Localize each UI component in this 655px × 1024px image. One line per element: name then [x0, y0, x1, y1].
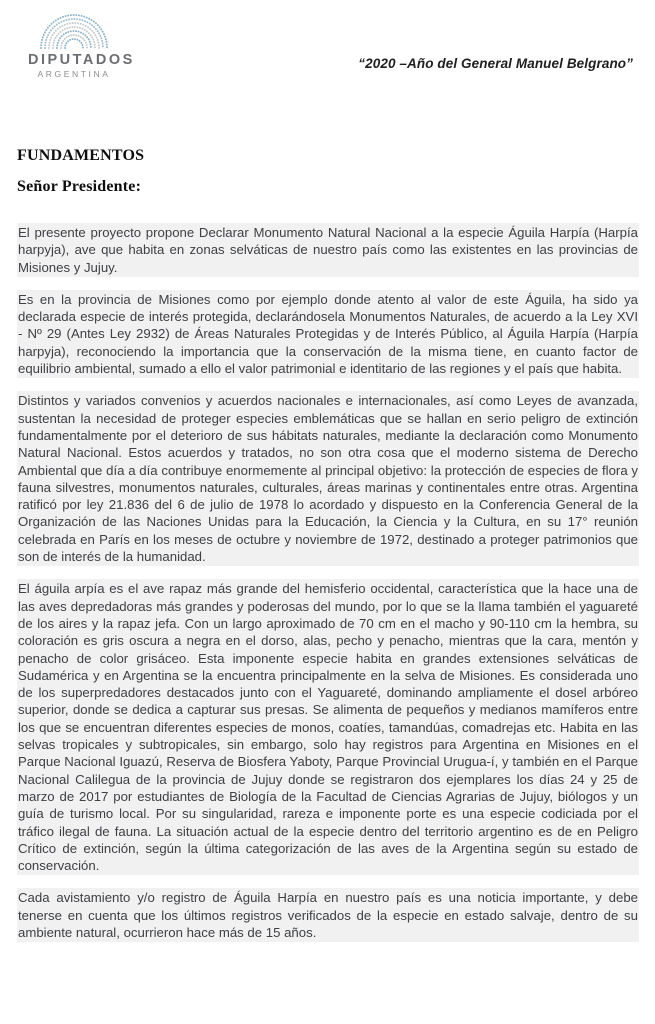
paragraph-5: Cada avistamiento y/o registro de Águila Harpía en nuestro país es una noticia importante, y debe tenerse en cuenta que los últimos registros verificados de la especie en estado salvaje, dentro de su ambiente natural, ocurrieron hace más de 15 años.: [17, 888, 639, 942]
paragraph-1: El presente proyecto propone Declarar Monumento Natural Nacional a la especie Águila Harpía (Harpía harpyja), ave que habita en zonas selváticas de nuestro país como las existentes en las provincias de Misiones y Jujuy.: [17, 223, 639, 277]
year-legend: “2020 –Año del General Manuel Belgrano”: [358, 56, 633, 71]
diputados-logo: [28, 8, 135, 80]
paragraph-3: Distintos y variados convenios y acuerdos nacionales e internacionales, así como Leyes de avanzada, sustentan la necesidad de proteger especies emblemáticas que se hallan en serio peligro de extinción fundamentalmente por el deterioro de sus hábitats naturales, mediante la declaración como Monumento Natural Nacional. Estos acuerdos y tratados, no son otra cosa que el moderno sistema de Derecho Ambiental que día a día contribuye enormemente al principal objetivo: la protección de especies de flora y fauna silvestres, monumentos naturales, culturales, áreas marinas y continentales entre otras. Argentina ratificó por ley 21.836 del 6 de julio de 1978 lo acordado y dispuesto en la Conferencia General de la Organización de las Naciones Unidas para la Educación, la Ciencia y la Cultura, en su 17° reunión celebrada en París en los meses de octubre y noviembre de 1972, destinado a proteger patrimonios que son de interés de la humanidad.: [17, 391, 639, 566]
document-content: [17, 147, 639, 942]
hemicycle-logo-icon: [38, 8, 110, 50]
salutation: Señor Presidente:: [17, 178, 142, 195]
paragraph-2: Es en la provincia de Misiones como por ejemplo donde atento al valor de este Águila, ha sido ya declarada especie de interés protegida, declarándosela Monumentos Naturales, de acuerdo a la Ley XVI - Nº 29 (Antes Ley 2932) de Áreas Naturales Protegidas y de Interés Público, al Águila Harpía (Harpía harpyja), reconociendo la importancia que la conservación de la misma tiene, en cuanto factor de equilibrio ambiental, sumado a ello el valor patrimonial e identitario de las regiones y el país que habita.: [17, 290, 639, 378]
logo-title: DIPUTADOS: [28, 52, 135, 68]
paragraph-4: El águila arpía es el ave rapaz más grande del hemisferio occidental, característica que la hace una de las aves depredadoras más grandes y poderosas del mundo, por lo que se la llama también el yaguareté de los aires y la rapaz jefa. Con un largo aproximado de 70 cm en el macho y 90-110 cm la hembra, su coloración es gris oscura a negra en el dorso, alas, pecho y penacho, mientras que la cara, mentón y penacho de color grisáceo. Esta imponente especie habita en grandes extensiones selváticas de Sudamérica y en Argentina se la encuentra principalmente en la selva de Misiones. Es considerada uno de los superpredadores destacados junto con el Yaguareté, dominando ampliamente el dosel arbóreo superior, donde se dedica a capturar sus presas. Se alimenta de pequeños y medianos mamíferos entre los que se encuentran diferentes especies de monos, coatíes, tamandúas, comadrejas etc. Habita en las selvas tropicales y subtropicales, sin embargo, solo hay registros para Argentina en Misiones en el Parque Nacional Iguazú, Reserva de Biosfera Yaboty, Parque Provincial Urugua-í, y también en el Parque Nacional Calilegua de la provincia de Jujuy donde se registraron dos ejemplares los días 24 y 25 de marzo de 2017 por estudiantes de Biología de la Facultad de Ciencias Agrarias de Jujuy, biólogos y un guía de turismo local. Por su singularidad, rareza e imponente porte es una especie codiciada por el tráfico ilegal de fauna. La situación actual de la especie dentro del territorio argentino es de en Peligro Crítico de extinción, según la última categorización de las aves de la Argentina según su estado de conservación.: [17, 579, 639, 875]
logo-subtitle: ARGENTINA: [37, 69, 111, 79]
section-title: FUNDAMENTOS: [17, 147, 145, 164]
